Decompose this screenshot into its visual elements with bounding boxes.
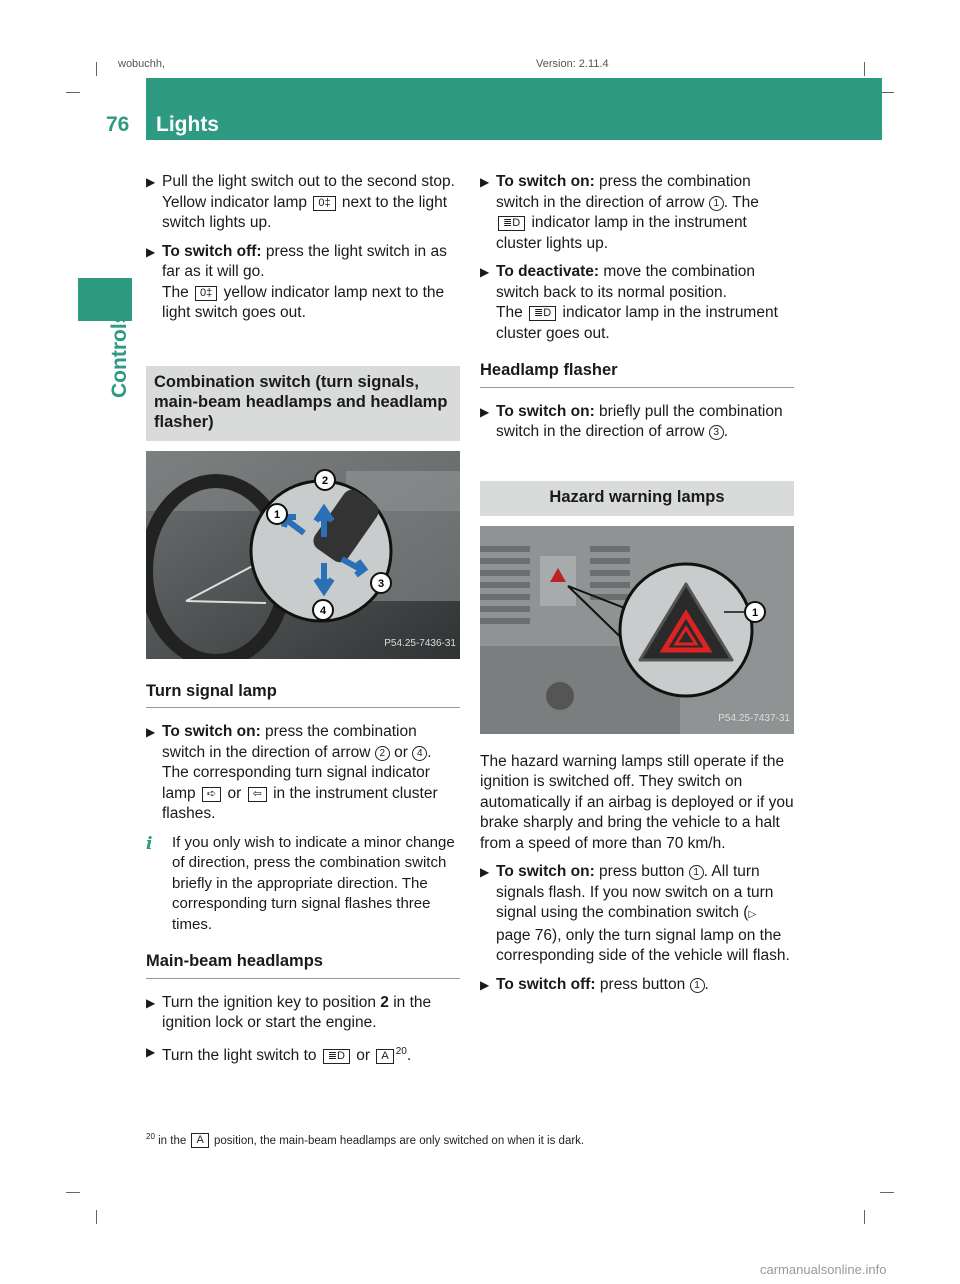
- step-text: . The corresponding turn signal indicator lamp: [162, 743, 432, 802]
- watermark: carmanualsonline.info: [760, 1262, 887, 1277]
- step-switch-off: [146, 242, 460, 324]
- step-text: indicator lamp in the instrument cluster lights up.: [496, 214, 747, 252]
- hazard-paragraph: The hazard warning lamps still operate if the ignition is switched off. They switch on automatically if an airbag is deployed or if you brake sharply and bring the vehicle to a halt from a speed of more than 70 km/h.: [480, 752, 794, 852]
- page-reference-link[interactable]: page 76: [496, 926, 553, 944]
- header-bar: [146, 78, 882, 140]
- crop-mark: [66, 1192, 80, 1193]
- turn-left-icon: ⇦: [248, 787, 267, 802]
- step-text: press the light switch in as far as it will go.: [162, 242, 447, 280]
- step-text: . The: [723, 193, 759, 211]
- step-arrow-icon: ▶: [146, 995, 156, 1010]
- step-text: move the combination switch back to its normal position.: [496, 263, 756, 301]
- callout-1: 1: [751, 606, 759, 619]
- auto-light-icon: A: [376, 1049, 393, 1064]
- flasher-heading: Headlamp flasher: [480, 360, 794, 388]
- step-label: To switch on:: [496, 863, 595, 880]
- crop-mark: [880, 92, 894, 93]
- side-tab-label: Controls: [108, 311, 131, 398]
- step-text: indicator lamp in the instrument cluster goes out.: [496, 304, 778, 342]
- step-arrow-icon: ▶: [146, 725, 156, 739]
- callout-1: 1: [273, 508, 281, 521]
- info-icon: i: [146, 833, 153, 854]
- figure-code: P54.25-7436-31: [384, 638, 456, 649]
- step-bold: 2: [380, 993, 389, 1011]
- step-label: To switch off:: [162, 242, 262, 260]
- callout-3: 3: [377, 577, 385, 590]
- footnote-text: in the: [158, 1134, 187, 1147]
- step-arrow-icon: ▶: [480, 977, 490, 992]
- step-text: in the ignition lock or start the engine.: [162, 993, 432, 1031]
- step-flasher-on: [480, 402, 794, 443]
- meta-left: wobuchh,: [118, 58, 166, 70]
- step-text: press button: [599, 975, 686, 993]
- turn-right-icon: ➪: [202, 787, 221, 802]
- step-text: Pull the light switch out to the second stop. Yellow indicator lamp: [162, 173, 455, 211]
- crop-mark: [864, 62, 865, 76]
- step-text: The: [162, 283, 189, 301]
- callout-number: 1: [690, 978, 705, 993]
- crop-mark: [880, 1192, 894, 1193]
- page-title: Lights: [156, 113, 219, 136]
- step-text: .: [704, 975, 709, 993]
- step-light-switch: [146, 1042, 460, 1067]
- section-heading-hazard: Hazard warning lamps: [480, 481, 794, 516]
- callout-number: 1: [689, 865, 704, 880]
- section-heading-combination: Combination switch (turn signals, main-beam headlamps and headlamp flasher): [146, 366, 460, 441]
- info-note: [146, 833, 460, 936]
- step-text: press the combination switch in the direction of arrow: [496, 173, 751, 211]
- step-text: press the combination switch in the direction of arrow: [162, 723, 417, 761]
- step-label: To switch on:: [496, 173, 595, 190]
- info-text: If you only wish to indicate a minor change of direction, press the combination switch briefly in the appropriate direction. The corresponding turn signal flashes three times.: [172, 833, 455, 933]
- callout-4: 4: [319, 604, 327, 617]
- main-beam-heading: Main-beam headlamps: [146, 951, 460, 979]
- step-arrow-icon: ▶: [146, 1044, 156, 1059]
- step-text: Turn the ignition key to position: [162, 993, 376, 1011]
- callout-number: 3: [709, 425, 724, 440]
- step-label: To switch on:: [162, 723, 261, 740]
- footnote-number: 20: [146, 1132, 155, 1141]
- crop-mark: [864, 1210, 865, 1224]
- step-pull-switch: [146, 172, 460, 234]
- main-beam-icon: ≣D: [498, 216, 525, 231]
- step-label: To switch on:: [496, 402, 595, 420]
- step-text: .: [406, 1046, 412, 1064]
- step-text: .: [723, 423, 729, 440]
- crop-mark: [66, 92, 80, 93]
- step-arrow-icon: ▶: [146, 244, 156, 259]
- step-turn-signal-on: [146, 722, 460, 825]
- step-text: The: [496, 304, 523, 321]
- step-text: or: [356, 1046, 371, 1064]
- crop-mark: [96, 1210, 97, 1224]
- step-text: . All turn signals flash. If you now switch on a turn signal using the combination switch (: [496, 863, 774, 921]
- step-deactivate: [480, 262, 794, 344]
- step-text: or: [394, 743, 408, 761]
- hazard-button-figure: [480, 526, 794, 734]
- figure-code: P54.25-7437-31: [718, 713, 790, 724]
- combination-switch-figure: [146, 451, 460, 659]
- turn-signal-heading: Turn signal lamp: [146, 681, 460, 709]
- meta-right: Version: 2.11.4: [536, 58, 609, 70]
- main-beam-icon: ≣D: [323, 1049, 350, 1064]
- step-main-beam-on: [480, 172, 794, 254]
- header-divider: [142, 78, 144, 140]
- left-column: [146, 172, 460, 1074]
- step-ignition: [146, 993, 460, 1034]
- callout-number: 4: [412, 746, 427, 761]
- step-label: To deactivate:: [496, 263, 600, 280]
- main-beam-icon: ≣D: [529, 306, 556, 321]
- step-hazard-on: [480, 862, 794, 967]
- footnote-ref: 20: [395, 1045, 407, 1057]
- step-label: To switch off:: [496, 975, 596, 993]
- step-arrow-icon: ▶: [146, 175, 156, 189]
- step-text: press button: [599, 863, 685, 880]
- step-text: in the instrument cluster flashes.: [162, 784, 438, 822]
- step-text: next to the light switch lights up.: [162, 193, 448, 231]
- callout-number: 2: [375, 746, 390, 761]
- step-text: briefly pull the combination switch in the direction of arrow: [496, 402, 783, 440]
- page-number: 76: [106, 113, 130, 136]
- page-ref-arrow-icon: ▷: [748, 909, 757, 920]
- callout-2: 2: [321, 474, 329, 487]
- footnote-text: position, the main-beam headlamps are only switched on when it is dark.: [214, 1134, 585, 1147]
- step-arrow-icon: ▶: [480, 175, 490, 189]
- step-text: yellow indicator lamp next to the light switch goes out.: [162, 283, 445, 321]
- step-hazard-off: [480, 975, 794, 996]
- fog-lamp-icon: 0‡: [313, 196, 335, 211]
- callout-number: 1: [709, 196, 724, 211]
- fog-lamp-icon: 0‡: [195, 286, 217, 301]
- auto-light-icon: A: [191, 1133, 208, 1148]
- step-arrow-icon: ▶: [480, 265, 490, 279]
- crop-mark: [96, 62, 97, 76]
- step-text: ), only the turn signal lamp on the corresponding side of the vehicle will flash.: [496, 926, 790, 964]
- step-arrow-icon: ▶: [480, 404, 490, 419]
- step-arrow-icon: ▶: [480, 865, 490, 879]
- right-column: [480, 172, 794, 1003]
- step-text: Turn the light switch to: [162, 1046, 317, 1064]
- step-text: or: [227, 784, 242, 802]
- footnote: [146, 1132, 584, 1148]
